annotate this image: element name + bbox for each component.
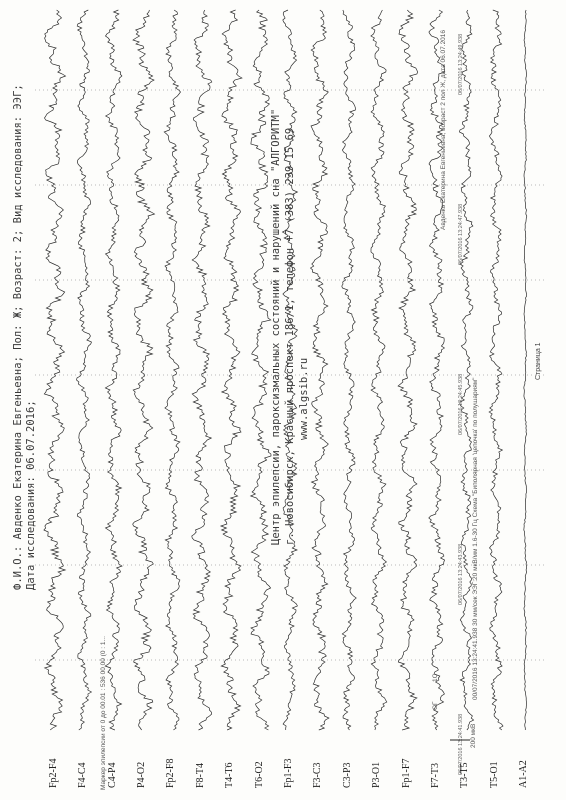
header-line-3: www.algsib.ru — [298, 357, 310, 440]
eeg-trace — [398, 10, 418, 730]
channel-label: P4-O2 — [135, 761, 147, 788]
eeg-trace — [105, 10, 122, 730]
scale-label: 200 мкВ — [470, 723, 477, 748]
eeg-trace — [251, 10, 271, 730]
channel-label: C3-P3 — [341, 762, 353, 788]
eeg-trace — [342, 10, 356, 730]
channel-label: Fp2-F8 — [165, 758, 177, 788]
header-line-2: г. Новосибирск, Красный проспект 186/1, телефон +7 (383) 239-15-69 — [284, 127, 296, 545]
patient-line-2: Дата исследования: 06.07.2016; — [25, 400, 37, 590]
eeg-trace — [371, 10, 387, 730]
eeg-trace — [221, 10, 242, 730]
timestamp-4: 06/07/2016 13:24:47.938 — [458, 203, 464, 265]
channel-label: A1-A2 — [518, 760, 530, 788]
timestamp-5: 06/07/2016 13:24:49.938 — [458, 33, 464, 95]
eeg-trace — [164, 10, 180, 730]
channel-label: F4-C4 — [77, 762, 89, 788]
eeg-trace — [192, 10, 212, 730]
timestamp-2: 06/07/2016 13:24:43.938 — [458, 543, 464, 605]
eeg-trace — [489, 10, 503, 730]
channel-label: C4-P4 — [106, 762, 118, 788]
eeg-trace — [133, 10, 155, 730]
patient-line-1: Ф.И.О.: Авденко Екатерина Евгеньевна; Пол: Ж; Возраст: 2; Вид исследования: ЭЭГ; — [12, 84, 24, 590]
eeg-trace — [44, 10, 66, 730]
channel-label: Fp1-F7 — [400, 758, 412, 788]
channel-label: T3-T5 — [459, 762, 471, 788]
channel-label: F7-T3 — [430, 763, 442, 788]
marker-og: ОГ — [432, 701, 439, 710]
page-number: Страница 1 — [535, 342, 542, 380]
channel-label: T4-T6 — [224, 762, 236, 788]
bottom-note: Маркер эпилепсии от 0 до 00.01 : 536 00 00 (0 : 1... — [100, 636, 107, 790]
eeg-trace — [524, 10, 527, 730]
channel-label: F8-T4 — [194, 763, 206, 788]
header-line-1: Центр эпилепсии, пароксизмальных состояний и нарушений сна "АЛГОРИТМ" — [270, 108, 282, 545]
eeg-trace — [77, 10, 92, 730]
channel-label: T5-O1 — [488, 761, 500, 788]
timestamp-3: 06/07/2016 13:24:45.938 — [458, 373, 464, 435]
channel-label: F3-C3 — [312, 762, 324, 788]
eeg-trace — [311, 10, 329, 730]
marker-1c: 1С — [432, 673, 439, 682]
channel-label: T6-O2 — [253, 761, 265, 788]
channel-label: Fp2-F4 — [47, 758, 59, 788]
channel-label: P3-O1 — [371, 761, 383, 788]
record-info: 00/07/2016 13:24:41.938 30 мм/сек ЭЭГ:20 мкВ/мм 1.6-30 Гц Схема "Биполярная 'цепочка' по полушариям" — [472, 377, 479, 700]
channel-label: Fp1-F3 — [283, 758, 294, 788]
timestamp-1: 06/07/2016 13:24:41.938 — [458, 713, 464, 775]
top-note: Авденко Екатерина Евгеньевна, возраст 2 пол Ж, дата 06.07.2016 — [440, 29, 447, 230]
